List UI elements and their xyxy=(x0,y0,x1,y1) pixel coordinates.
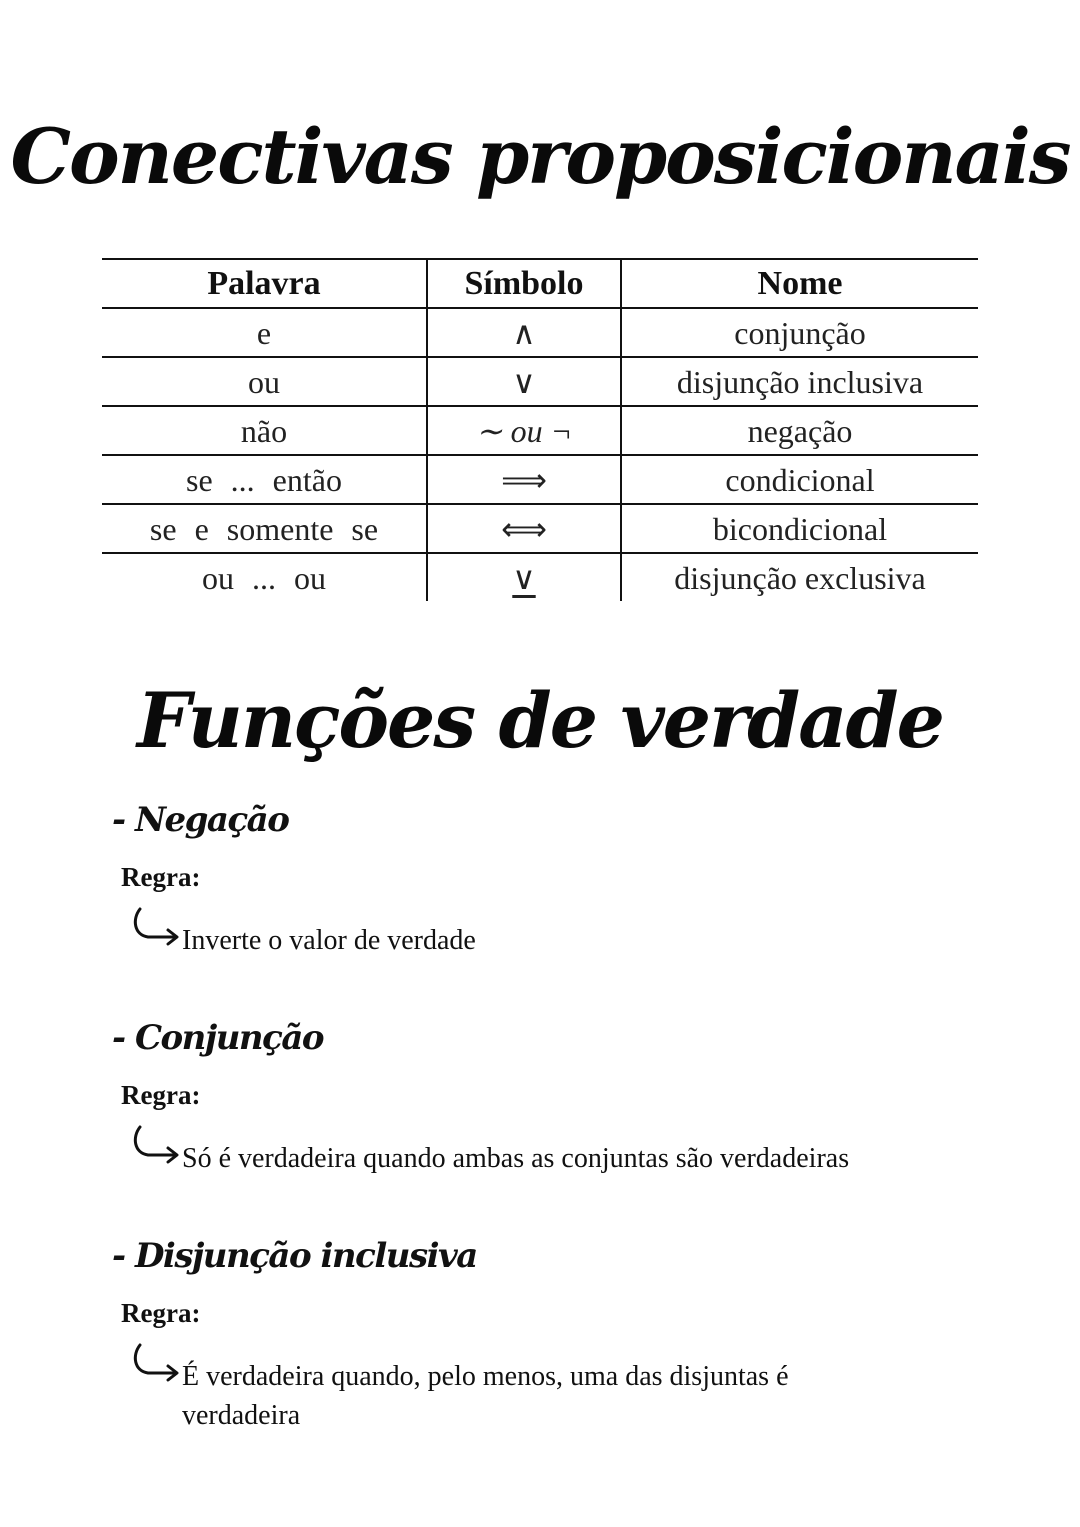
cell-simbolo: ⟺ xyxy=(427,504,621,553)
cell-palavra: ou ... ou xyxy=(102,553,427,601)
rule-text: Só é verdadeira quando ambas as conjuntas são verdadeiras xyxy=(182,1143,850,1174)
section-negacao xyxy=(112,800,1012,960)
table-row xyxy=(102,504,978,553)
cell-nome: bicondicional xyxy=(621,504,978,553)
cell-palavra: se e somente se xyxy=(102,504,427,553)
rule-label: Regra: xyxy=(121,862,201,892)
table-row xyxy=(102,357,978,406)
page-title-truth-functions: Funções de verdade xyxy=(136,676,944,765)
section-disjuncao-inclusiva xyxy=(112,1236,1012,1435)
rule-label: Regra: xyxy=(121,1080,201,1110)
cell-simbolo: ∨ xyxy=(427,553,621,601)
cell-palavra: se ... então xyxy=(102,455,427,504)
section-title: - Disjunção inclusiva xyxy=(112,1236,477,1276)
rule-row xyxy=(130,1123,1012,1178)
section-conjuncao xyxy=(112,1018,1012,1178)
page-title-connectives: Conectivas proposicionais xyxy=(10,112,1070,201)
table-row xyxy=(102,455,978,504)
curved-arrow-right-icon xyxy=(130,1341,182,1389)
rule-text: Inverte o valor de verdade xyxy=(182,925,476,956)
cell-nome: negação xyxy=(621,406,978,455)
table-header-row xyxy=(102,259,978,308)
table-row xyxy=(102,308,978,357)
cell-simbolo: ∨ xyxy=(427,357,621,406)
cell-palavra: ou xyxy=(102,357,427,406)
header-palavra: Palavra xyxy=(102,259,427,308)
rule-row xyxy=(130,905,1012,960)
connectives-table xyxy=(102,258,978,601)
cell-palavra: não xyxy=(102,406,427,455)
cell-palavra: e xyxy=(102,308,427,357)
curved-arrow-right-icon xyxy=(130,905,182,953)
rule-row xyxy=(130,1341,1012,1435)
cell-simbolo: ⟹ xyxy=(427,455,621,504)
rule-label: Regra: xyxy=(121,1298,201,1328)
table-row xyxy=(102,553,978,601)
section-title: - Negação xyxy=(112,800,289,840)
cell-nome: condicional xyxy=(621,455,978,504)
table-row xyxy=(102,406,978,455)
cell-nome: disjunção exclusiva xyxy=(674,559,926,596)
cell-simbolo: ∼ ou ¬ xyxy=(427,406,621,455)
rule-text: É verdadeira quando, pelo menos, uma das disjuntas é verdadeira xyxy=(182,1361,789,1431)
cell-nome: conjunção xyxy=(621,308,978,357)
cell-nome: disjunção inclusiva xyxy=(621,357,978,406)
header-nome: Nome xyxy=(621,259,978,308)
cell-simbolo: ∧ xyxy=(427,308,621,357)
curved-arrow-right-icon xyxy=(130,1123,182,1171)
header-simbolo: Símbolo xyxy=(427,259,621,308)
section-title: - Conjunção xyxy=(112,1018,324,1058)
